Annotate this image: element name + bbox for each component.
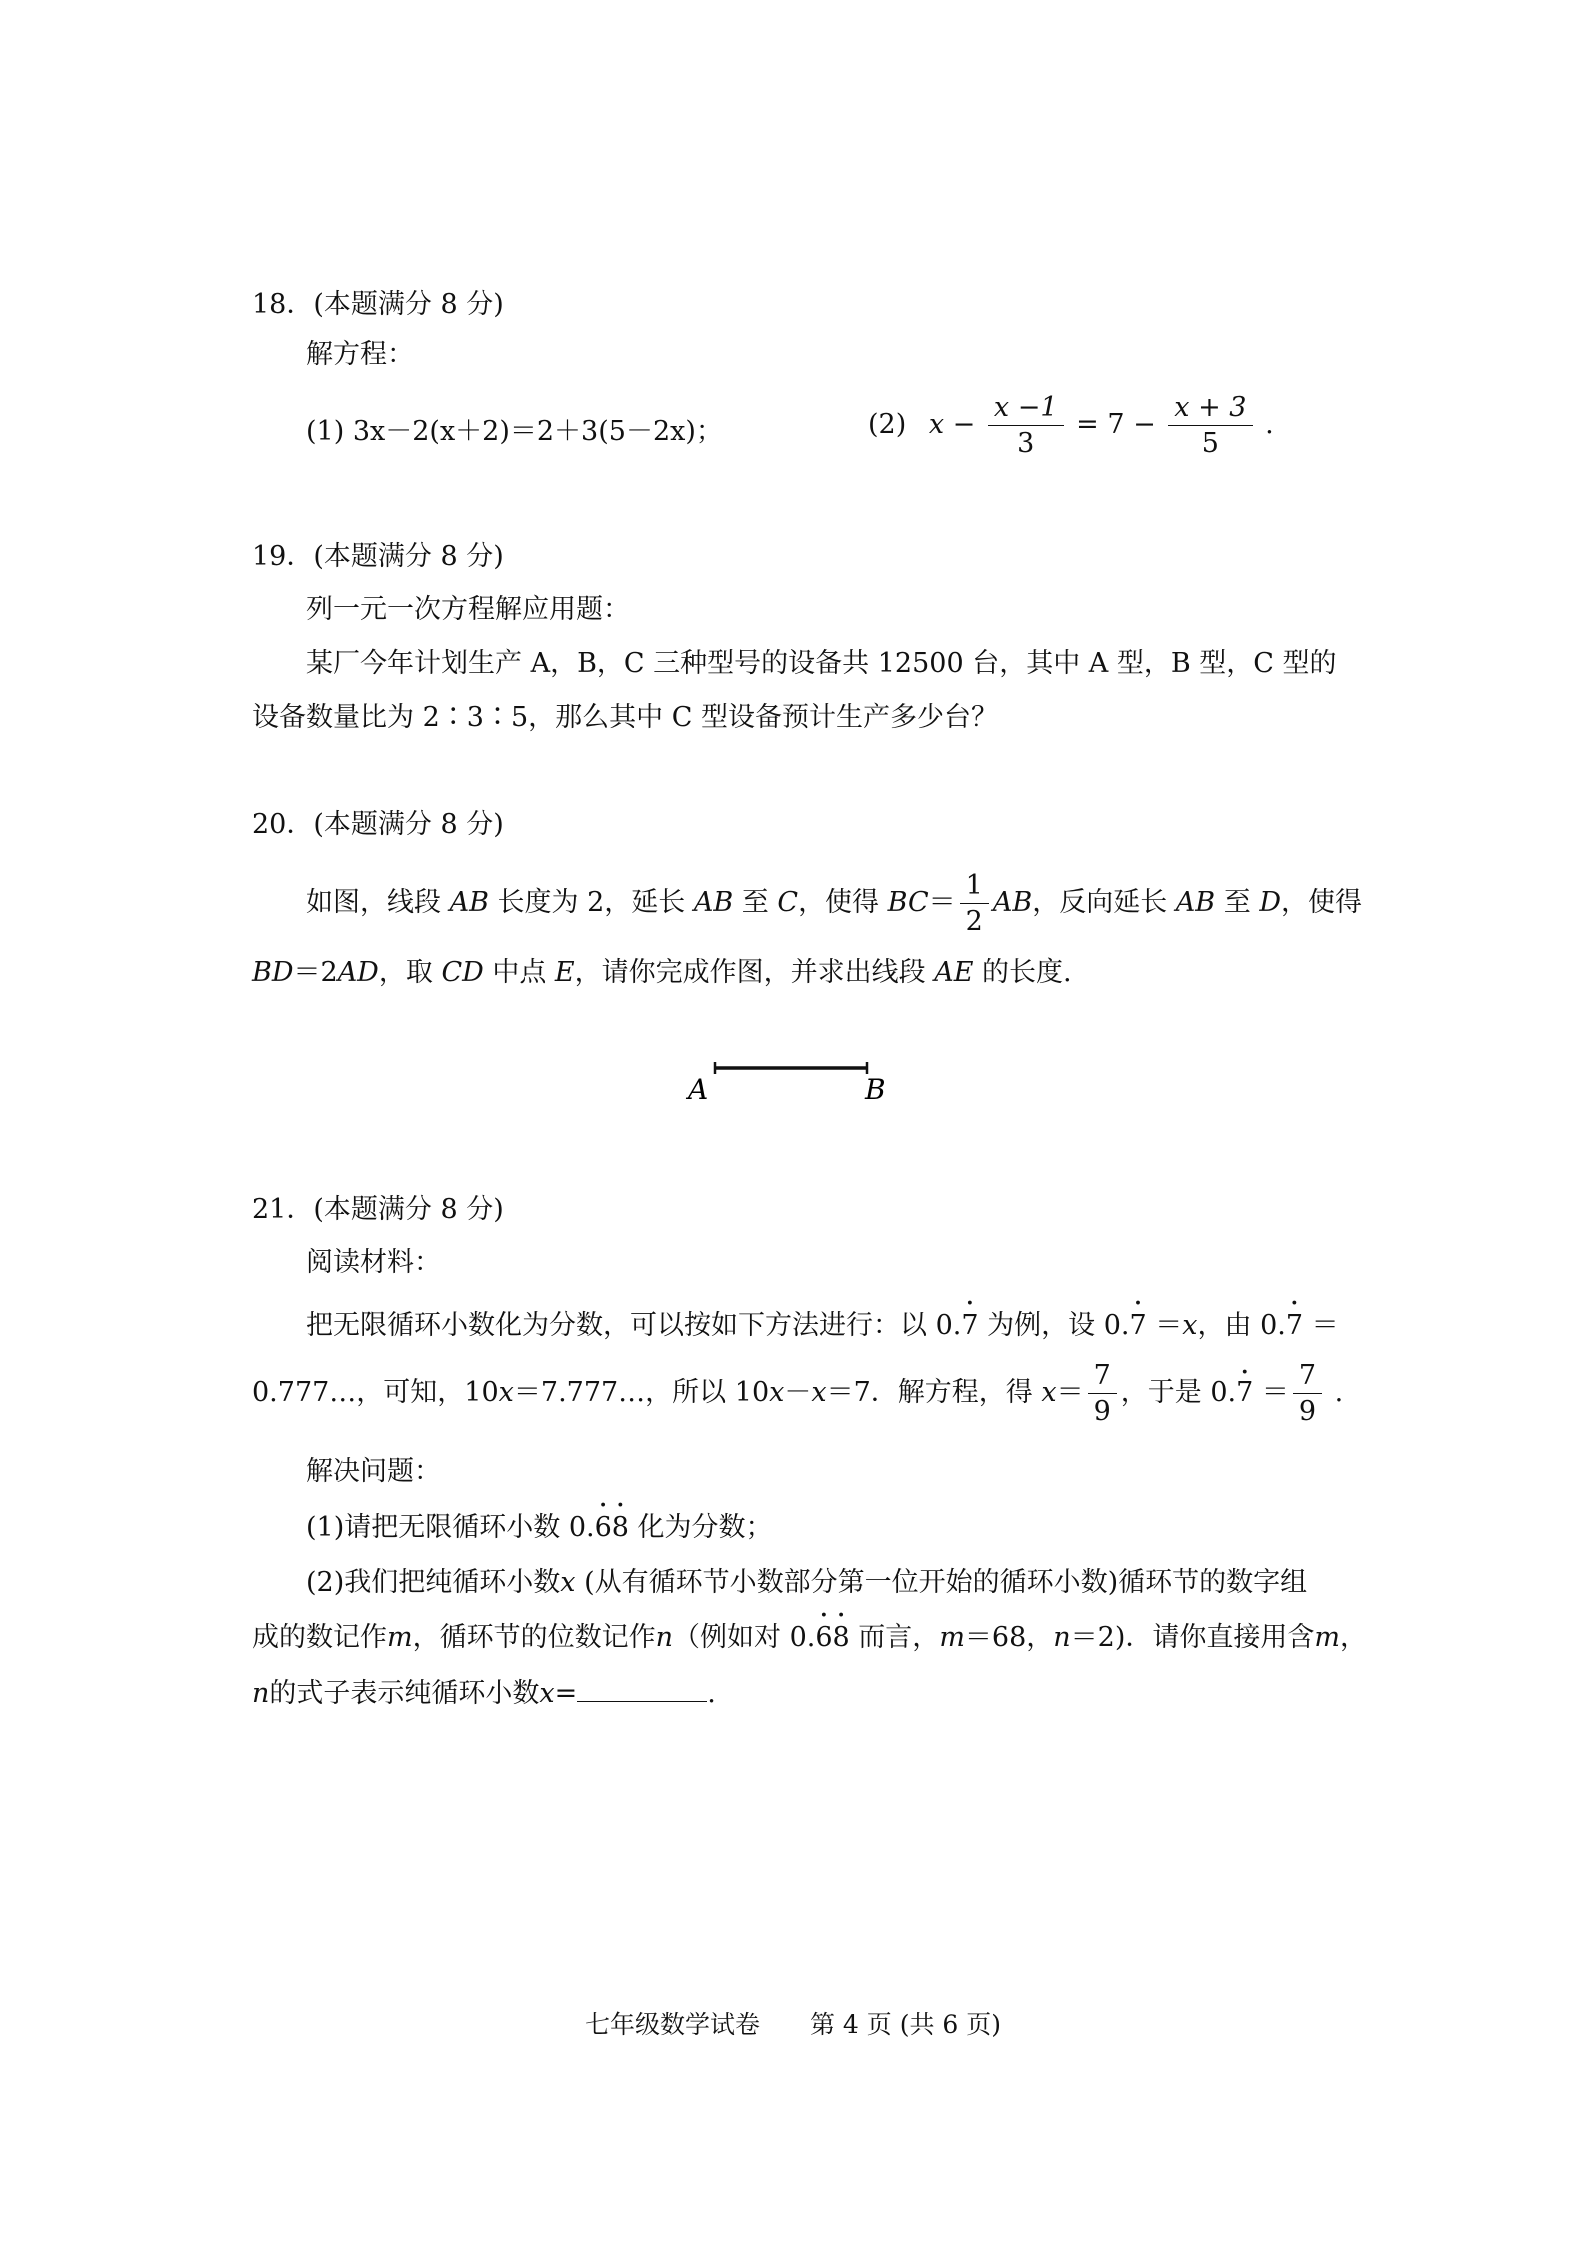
q18-instruction: 解方程： (306, 339, 414, 370)
q21-subquestion-2-line-1: (2)我们把纯循环小数x (从有循环节小数部分第一位开始的循环小数)循环节的数字组 (306, 1567, 1308, 1598)
q21-fraction-b: $\frac{7}{9}$ (1293, 1360, 1322, 1427)
label-b: B (865, 1073, 886, 1105)
q19-title: 19．(本题满分 8 分) (252, 541, 504, 572)
q18-title: 18．(本题满分 8 分) (252, 289, 504, 320)
label-a: A (688, 1073, 709, 1105)
q21-fraction-a: $\frac{7}{9}$ (1088, 1360, 1117, 1427)
q21-subquestion-2-line-2: 成的数记作m，循环节的位数记作n（例如对 0.6 ·8 · 而言，m＝68，n＝2)．请你直接用含m， (252, 1618, 1367, 1658)
q21-paragraph-line-1: 把无限循环小数化为分数，可以按如下方法进行：以 0.7 · 为例，设 0.7 · ＝x，由 0.7 · ＝ (306, 1306, 1339, 1346)
q21-subquestion-1: (1)请把无限循环小数 0.6 ·8 · 化为分数； (306, 1508, 773, 1548)
q18-equation-2: (2) x − $\frac{x -1}{3}$ = 7 − $\frac{x + 3}{5}$ . (868, 392, 1274, 460)
segment-ab-figure (660, 1045, 900, 1105)
q19-instruction: 列一元一次方程解应用题： (306, 594, 630, 625)
q21-paragraph-line-2: 0.777…，可知，10x＝7.777…，所以 10x－x＝7．解方程，得 x＝ $\frac{7}{9}$ ，于是 0.7 · ＝ $\frac{7}{9}$ . (252, 1360, 1343, 1427)
q18-fraction-1: $\frac{x -1}{3}$ (988, 392, 1064, 459)
q18-fraction-2: $\frac{x + 3}{5}$ (1168, 392, 1252, 459)
q19-text-line-2: 设备数量比为 2∶3∶5，那么其中 C 型设备预计生产多少台？ (252, 702, 998, 733)
answer-blank[interactable] (577, 1673, 707, 1702)
q20-half-fraction: $\frac{1}{2}$ (960, 870, 989, 937)
q18-equation-1: (1) 3x－2(x＋2)＝2＋3(5－2x)； (306, 416, 723, 447)
q21-solve: 解决问题： (306, 1456, 441, 1487)
q19-text-line-1: 某厂今年计划生产 A，B，C 三种型号的设备共 12500 台，其中 A 型，B 型，C 型的 (306, 648, 1337, 679)
q20-title: 20．(本题满分 8 分) (252, 809, 504, 840)
q20-text-line-1: 如图，线段 AB 长度为 2，延长 AB 至 C，使得 BC＝ $\frac{1}{2}$ AB，反向延长 AB 至 D，使得 (306, 870, 1362, 938)
q21-title: 21．(本题满分 8 分) (252, 1194, 504, 1225)
page-footer: 七年级数学试卷 第 4 页 (共 6 页) (584, 2010, 1002, 2039)
q21-subquestion-2-line-3: n的式子表示纯循环小数x= . (252, 1673, 716, 1714)
q20-text-line-2: BD＝2AD，取 CD 中点 E，请你完成作图，并求出线段 AE 的长度. (252, 957, 1072, 988)
q21-reading: 阅读材料： (306, 1247, 441, 1278)
